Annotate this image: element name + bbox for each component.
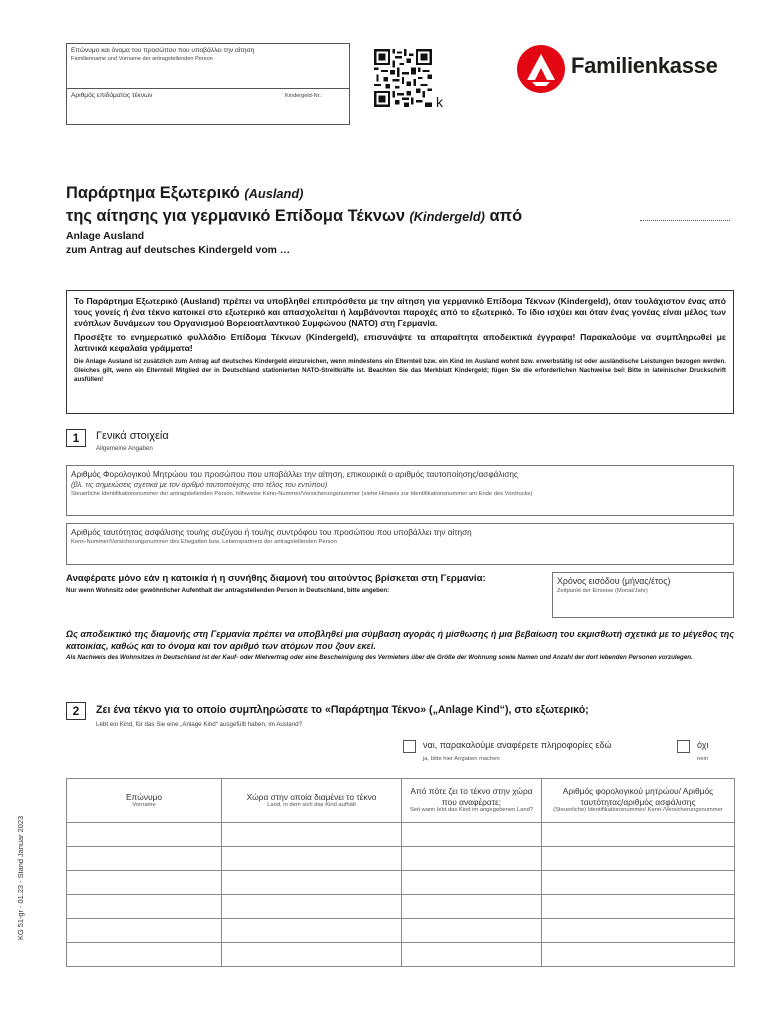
title-line1-de: (Ausland) <box>244 186 304 201</box>
table-cell[interactable] <box>402 871 542 895</box>
column-header-country: Χώρα στην οποία διαμένει το τέκνο Land, in dem sich das Kind aufhält <box>222 779 402 823</box>
table-cell[interactable] <box>402 943 542 967</box>
table-row <box>67 871 735 895</box>
table-cell[interactable] <box>67 847 222 871</box>
info-text-gr-2: Προσέξτε το ενημερωτικό φυλλάδιο Επίδομα Τέκνων (Kindergeld), επισυνάψτε τα απαραίτητα αποδεικτικά έγγραφα! Παρακαλούμε να συμπληρωθεί με λατινικά κεφαλαία γράμματα! <box>74 331 726 353</box>
applicant-box-divider <box>67 88 349 89</box>
column-header-since: Από πότε ζει το τέκνο στην χώρα που αναφέρατε; Seit wann lebt das Kind im angegebenen Land? <box>402 779 542 823</box>
residence-proof-gr: Ως αποδεικτικό της διαμονής στη Γερμανία πρέπει να υποβληθεί μια σύμβαση αγοράς ή μίσθωσης ή μια βεβαίωση του εκμισθωτή σχετικά με το μέγεθος της κατοικίας, καθώς και το όνομα και τον αριθμό των ατόμων που ζουν εκεί. <box>66 629 734 652</box>
spouse-insurance-id-field[interactable] <box>66 523 734 565</box>
applicant-tax-id-note: (βλ. τις σημειώσεις σχετικά με τον αριθμό ταυτοποίησης στο τέλος του εντύπου) <box>71 480 328 489</box>
k-suffix: k <box>436 94 443 110</box>
subtitle-line2: zum Antrag auf deutsches Kindergeld vom … <box>66 244 291 256</box>
table-cell[interactable] <box>402 823 542 847</box>
child-benefit-number-field[interactable] <box>71 102 345 122</box>
table-cell[interactable] <box>222 943 402 967</box>
entry-date-label: Χρόνος εισόδου (μήνας/έτος) <box>557 576 671 586</box>
child-abroad-yes-checkbox[interactable] <box>403 740 416 753</box>
child-abroad-no-label: όχι <box>697 740 709 750</box>
residence-note-de: Nur wenn Wohnsitz oder gewöhnlicher Aufenthalt der antragstellenden Person in Deutschland, bitte angeben: <box>66 586 390 594</box>
child-benefit-number-label: Αριθμός επιδόματος τέκνων <box>71 92 153 99</box>
applicant-header-box <box>66 43 350 125</box>
applicant-name-label-de: Familienname und Vorname der antragstellenden Person <box>71 56 213 62</box>
table-cell[interactable] <box>402 895 542 919</box>
table-cell[interactable] <box>542 847 735 871</box>
title-line2-end: από <box>489 207 523 225</box>
logo-text: Familienkasse <box>571 53 718 78</box>
info-text-de: Die Anlage Ausland ist zusätzlich zum Antrag auf deutsches Kindergeld einzureichen, wenn mindestens ein Elternteil bzw. ein Kind im Ausland wohnt bzw. erwerbstätig ist oder ausländische Leistungen bezogen werden. Gleiches gilt, wenn ein Elternteil Mitglied der in Deutschland stationierten NATO-Streitkräfte ist. Beachten Sie das Merkblatt Kindergeld; fügen Sie die erforderlichen Nachweise bei! Bitte in lateinischer Druckschrift ausfüllen! <box>74 358 726 384</box>
child-benefit-number-label-de: Kindergeld-Nr.: <box>285 93 323 99</box>
table-cell[interactable] <box>402 847 542 871</box>
table-cell[interactable] <box>542 919 735 943</box>
table-row <box>67 943 735 967</box>
table-cell[interactable] <box>67 895 222 919</box>
subtitle-de <box>66 230 290 257</box>
table-cell[interactable] <box>222 919 402 943</box>
info-text-gr-1: Το Παράρτημα Εξωτερικό (Ausland) πρέπει να υποβληθεί επιπρόσθετα με την αίτηση για γερμανικό Επίδομα Τέκνων (Kindergeld), όταν τουλάχιστον ένας από τους γονείς ή ένα τέκνο κατοικεί στο εξωτερικό και απασχολείται ή λαμβάνονται παροχές από το εξωτερικό. Το ίδιο ισχύει και όταν ένας γονέας είναι μέλος των ενόπλων δυνάμεων του Οργανισμού Βορειοατλαντικού Συμφώνου (NATO) στη Γερμανία. <box>74 296 726 329</box>
table-cell[interactable] <box>67 943 222 967</box>
residence-proof-de: Als Nachweis des Wohnsitzes in Deutschland ist der Kauf- oder Mietvertrag oder eine Bescheinigung des Vermieters über die Größe der Wohnung sowie Namen und Anzahl der dort lebenden Personen vorzulegen. <box>66 653 693 661</box>
title-line2: της αίτησης για γερμανικό Επίδομα Τέκνων <box>66 207 405 225</box>
familienkasse-logo-icon <box>516 44 566 94</box>
applicant-name-field[interactable] <box>71 64 345 86</box>
form-code-side-label: KG 51-gr - 01.23 - Stand Januar 2023 <box>16 815 25 940</box>
children-abroad-table <box>66 778 735 967</box>
title-line1: Παράρτημα Εξωτερικό <box>66 184 240 202</box>
spouse-insurance-id-label-de: Kenn-Nummer/Versicherungsnummer des Ehegatten bzw. Lebenspartners der antragstellenden Person <box>71 539 337 545</box>
residence-proof-note <box>66 628 734 662</box>
entry-date-label-de: Zeitpunkt der Einreise (Monat/Jahr) <box>557 588 648 594</box>
table-cell[interactable] <box>67 823 222 847</box>
section-1-title-de: Allgemeine Angaben <box>96 445 153 452</box>
table-cell[interactable] <box>542 895 735 919</box>
section-2-number: 2 <box>66 702 86 720</box>
section-2-title: Ζει ένα τέκνο για το οποίο συμπληρώσατε το «Παράρτημα Τέκνο» („Anlage Kind“), στο εξωτερικό; <box>96 704 589 716</box>
child-abroad-yes-label: ναι, παρακαλούμε αναφέρετε πληροφορίες εδώ <box>423 740 612 750</box>
table-cell[interactable] <box>222 895 402 919</box>
applicant-tax-id-field[interactable] <box>66 465 734 516</box>
page-title <box>66 182 522 228</box>
table-cell[interactable] <box>222 847 402 871</box>
applicant-tax-id-label-de: Steuerliche Identifikationsnummer der antragstellenden Person, hilfsweise Kenn-Nummer/Versicherungsnummer (siehe Hinweis zur Identifikationsnummer am Ende des Vordrucks) <box>71 491 533 497</box>
qr-code <box>374 49 432 107</box>
table-row <box>67 847 735 871</box>
residence-note-gr: Αναφέρατε μόνο εάν η κατοικία ή η συνήθης διαμονή του αιτούντος βρίσκεται στη Γερμανία: <box>66 573 486 584</box>
section-1-number: 1 <box>66 429 86 447</box>
column-header-surname: Επώνυμο Vorname <box>67 779 222 823</box>
residence-note <box>66 573 514 595</box>
applicant-name-label: Επώνυμο και όνομα του προσώπου που υποβάλλει την αίτηση <box>71 47 255 54</box>
table-cell[interactable] <box>67 919 222 943</box>
entry-date-field[interactable] <box>552 572 734 618</box>
table-cell[interactable] <box>542 871 735 895</box>
child-abroad-no-checkbox[interactable] <box>677 740 690 753</box>
child-abroad-no-label-de: nein <box>697 756 708 762</box>
spouse-insurance-id-label: Αριθμός ταυτότητας ασφάλισης του/ης συζύγου ή του/ης συντρόφου του προσώπου που υποβάλλει την αίτηση <box>71 528 472 537</box>
column-header-tax-id: Αριθμός φορολογικού μητρώου/ Αριθμός ταυτότητας/αριθμός ασφάλισης (Steuerliche) Identifikationsnummer/ Kenn-/Versicherungsnummer <box>542 779 735 823</box>
info-notice-box <box>66 290 734 414</box>
subtitle-line1: Anlage Ausland <box>66 231 145 242</box>
table-row <box>67 823 735 847</box>
section-2-title-de: Lebt ein Kind, für das Sie eine „Anlage Kind“ ausgefüllt haben, im Ausland? <box>96 721 303 728</box>
table-cell[interactable] <box>67 871 222 895</box>
table-cell[interactable] <box>222 823 402 847</box>
table-cell[interactable] <box>222 871 402 895</box>
table-cell[interactable] <box>542 823 735 847</box>
table-cell[interactable] <box>402 919 542 943</box>
table-row <box>67 919 735 943</box>
table-cell[interactable] <box>542 943 735 967</box>
table-header-row <box>67 779 735 823</box>
child-abroad-yes-label-de: ja, bitte hier Angaben machen <box>423 756 500 762</box>
table-row <box>67 895 735 919</box>
application-date-field[interactable] <box>640 220 730 221</box>
title-line2-de: (Kindergeld) <box>409 209 485 224</box>
section-1-title: Γενικά στοιχεία <box>96 430 169 442</box>
applicant-tax-id-label: Αριθμός Φορολογικού Μητρώου του προσώπου που υποβάλλει την αίτηση, επικουρικά ο αριθμός ταυτοποίησης/ασφάλισης <box>71 470 518 479</box>
